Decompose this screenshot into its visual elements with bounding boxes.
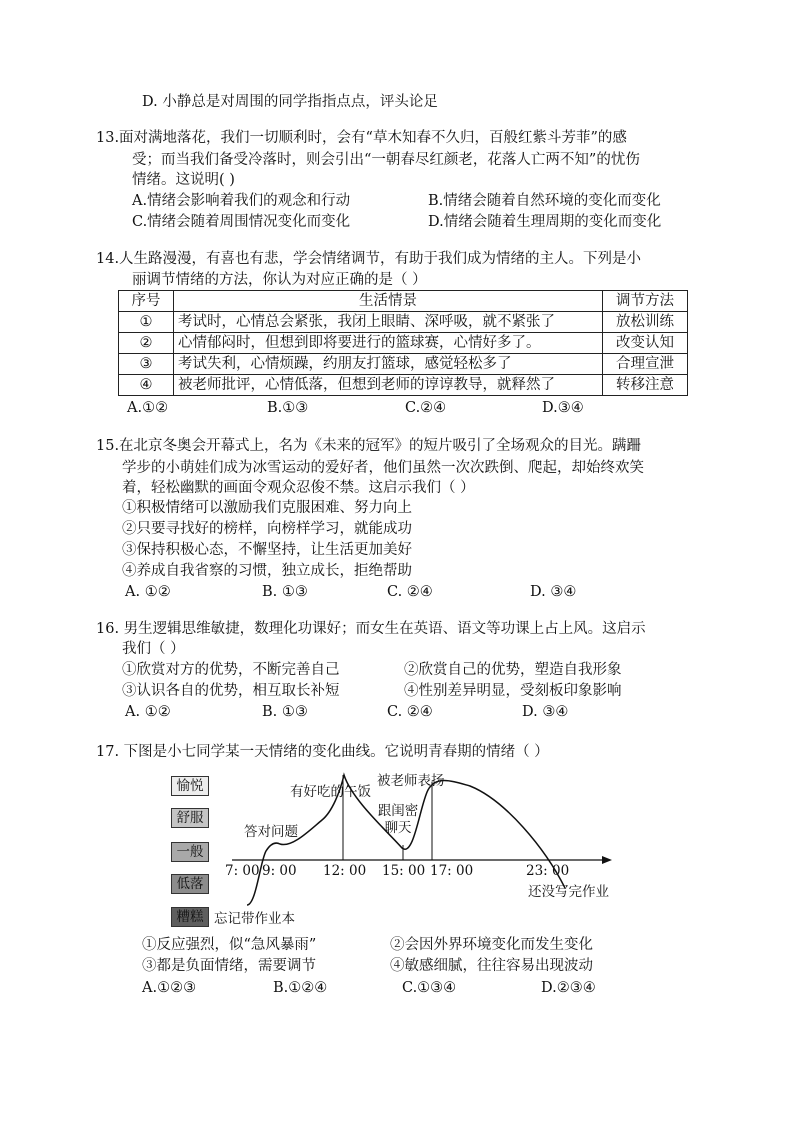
q13-option-d[interactable]: D.情绪会随着生理周期的变化而变化	[428, 214, 662, 230]
q16-statement-4: ④性别差异明显，受刻板印象影响	[404, 683, 622, 699]
q16-stem-line-2: 我们（ ）	[122, 641, 185, 657]
q15-statement-3: ③保持积极心态，不懈坚持，让生活更加美好	[122, 542, 412, 558]
q13-option-c[interactable]: C.情绪会随着周围情况变化而变化	[132, 214, 351, 230]
mood-label-terrible: 糟糕	[171, 907, 209, 927]
q16-option-c[interactable]: C. ②④	[387, 704, 433, 720]
table-header-method: 调节方法	[603, 291, 688, 312]
q17-statement-4: ④敏感细腻，往往容易出现波动	[390, 958, 593, 974]
q17-option-b[interactable]: B.①②④	[273, 980, 328, 996]
q15-option-d[interactable]: D. ③④	[530, 584, 577, 600]
q17-statement-2: ②会因外界环境变化而发生变化	[390, 937, 593, 953]
time-label-0700: 7: 00	[225, 863, 260, 879]
mood-label-comfortable: 舒服	[171, 808, 209, 828]
annotation-answered-correctly: 答对问题	[244, 824, 298, 840]
q17-statement-1: ①反应强烈，似“急风暴雨”	[142, 937, 317, 953]
table-cell-method: 合理宣泄	[603, 354, 688, 375]
table-cell-number: ④	[119, 375, 174, 396]
table-cell-scenario: 考试时，心情总会紧张，我闭上眼睛、深呼吸，就不紧张了	[174, 312, 603, 333]
q13-option-a[interactable]: A.情绪会影响着我们的观念和行动	[132, 193, 351, 209]
q17-stem: 17. 下图是小七同学某一天情绪的变化曲线。它说明青春期的情绪（ ）	[96, 744, 549, 760]
q17-option-d[interactable]: D.②③④	[541, 980, 596, 996]
q14-option-b[interactable]: B.①③	[267, 400, 309, 416]
q14-option-c[interactable]: C.②④	[405, 400, 447, 416]
q14-option-a[interactable]: A.①②	[127, 400, 169, 416]
q17-option-c[interactable]: C.①③④	[402, 980, 457, 996]
table-cell-number: ①	[119, 312, 174, 333]
q15-statement-2: ②只要寻找好的榜样，向榜样学习，就能成功	[122, 521, 412, 537]
mood-label-normal: 一般	[171, 842, 209, 862]
q16-option-d[interactable]: D. ③④	[522, 704, 569, 720]
mood-label-low: 低落	[171, 874, 209, 894]
q15-statement-4: ④养成自我省察的习惯，独立成长，拒绝帮助	[122, 563, 412, 579]
table-cell-method: 放松训练	[603, 312, 688, 333]
time-label-1500: 15: 00	[382, 863, 426, 879]
q17-option-a[interactable]: A.①②③	[142, 980, 197, 996]
table-cell-number: ②	[119, 333, 174, 354]
q16-option-b[interactable]: B. ①③	[262, 704, 308, 720]
q14-stem-line-1: 14.人生路漫漫，有喜也有悲，学会情绪调节，有助于我们成为情绪的主人。下列是小	[96, 251, 642, 267]
table-header-number: 序号	[119, 291, 174, 312]
table-cell-method: 转移注意	[603, 375, 688, 396]
table-cell-scenario: 考试失利，心情烦躁，约朋友打篮球，感觉轻松多了	[174, 354, 603, 375]
time-axis-arrow	[602, 856, 612, 864]
table-cell-scenario: 心情郁闷时，但想到即将要进行的篮球赛，心情好多了。	[174, 333, 603, 354]
q15-stem-line-2: 学步的小萌娃们成为冰雪运动的爱好者，他们虽然一次次跌倒、爬起，却始终欢笑	[122, 460, 644, 476]
time-label-1200: 12: 00	[323, 863, 367, 879]
q15-stem-line-1: 15.在北京冬奥会开幕式上，名为《未来的冠军》的短片吸引了全场观众的目光。蹒跚	[96, 438, 642, 454]
table-cell-scenario: 被老师批评，心情低落，但想到老师的谆谆教导，就释然了	[174, 375, 603, 396]
q13-stem-line-2: 受；而当我们备受冷落时，则会引出“一朝春尽红颜老，花落人亡两不知”的忧伤	[132, 152, 640, 168]
q16-option-a[interactable]: A. ①②	[125, 704, 171, 720]
q15-option-b[interactable]: B. ①③	[262, 584, 308, 600]
annotation-homework-unfinished: 还没写完作业	[528, 884, 609, 900]
q15-option-c[interactable]: C. ②④	[387, 584, 433, 600]
q13-stem-line-3: 情绪。这说明( )	[132, 172, 235, 188]
q15-stem-line-3: 着，轻松幽默的画面令观众忍俊不禁。这启示我们（ ）	[122, 480, 475, 496]
time-label-0900: 9: 00	[262, 863, 297, 879]
q14-stem-line-2: 丽调节情绪的方法，你认为对应正确的是（ ）	[132, 272, 427, 288]
annotation-chat-with-friend: 跟闺密聊天	[377, 803, 419, 836]
q16-statement-2: ②欣赏自己的优势，塑造自我形象	[404, 662, 622, 678]
q13-stem-line-1: 13.面对满地落花，我们一切顺利时，会有“草木知春不久归，百般红紫斗芳菲”的感	[96, 130, 627, 146]
annotation-praised-by-teacher: 被老师表扬	[377, 773, 445, 789]
time-label-1700: 17: 00	[430, 863, 474, 879]
q17-statement-3: ③都是负面情绪，需要调节	[142, 958, 316, 974]
q12-option-d: D. 小静总是对周围的同学指指点点，评头论足	[142, 94, 438, 110]
table-cell-number: ③	[119, 354, 174, 375]
mood-label-joyful: 愉悦	[171, 776, 209, 796]
annotation-forgot-homework: 忘记带作业本	[214, 911, 295, 927]
q13-option-b[interactable]: B.情绪会随着自然环境的变化而变化	[428, 193, 661, 209]
q14-option-d[interactable]: D.③④	[542, 400, 584, 416]
annotation-tasty-lunch: 有好吃的午饭	[290, 784, 371, 800]
q16-statement-3: ③认识各自的优势，相互取长补短	[122, 683, 340, 699]
q15-statement-1: ①积极情绪可以激励我们克服困难、努力向上	[122, 500, 412, 516]
q16-statement-1: ①欣赏对方的优势，不断完善自己	[122, 662, 340, 678]
time-label-2300: 23: 00	[526, 863, 570, 879]
q15-option-a[interactable]: A. ①②	[125, 584, 171, 600]
table-header-scenario: 生活情景	[174, 291, 603, 312]
q16-stem-line-1: 16. 男生逻辑思维敏捷，数理化功课好；而女生在英语、语文等功课上占上风。这启示	[96, 621, 646, 637]
table-cell-method: 改变认知	[603, 333, 688, 354]
